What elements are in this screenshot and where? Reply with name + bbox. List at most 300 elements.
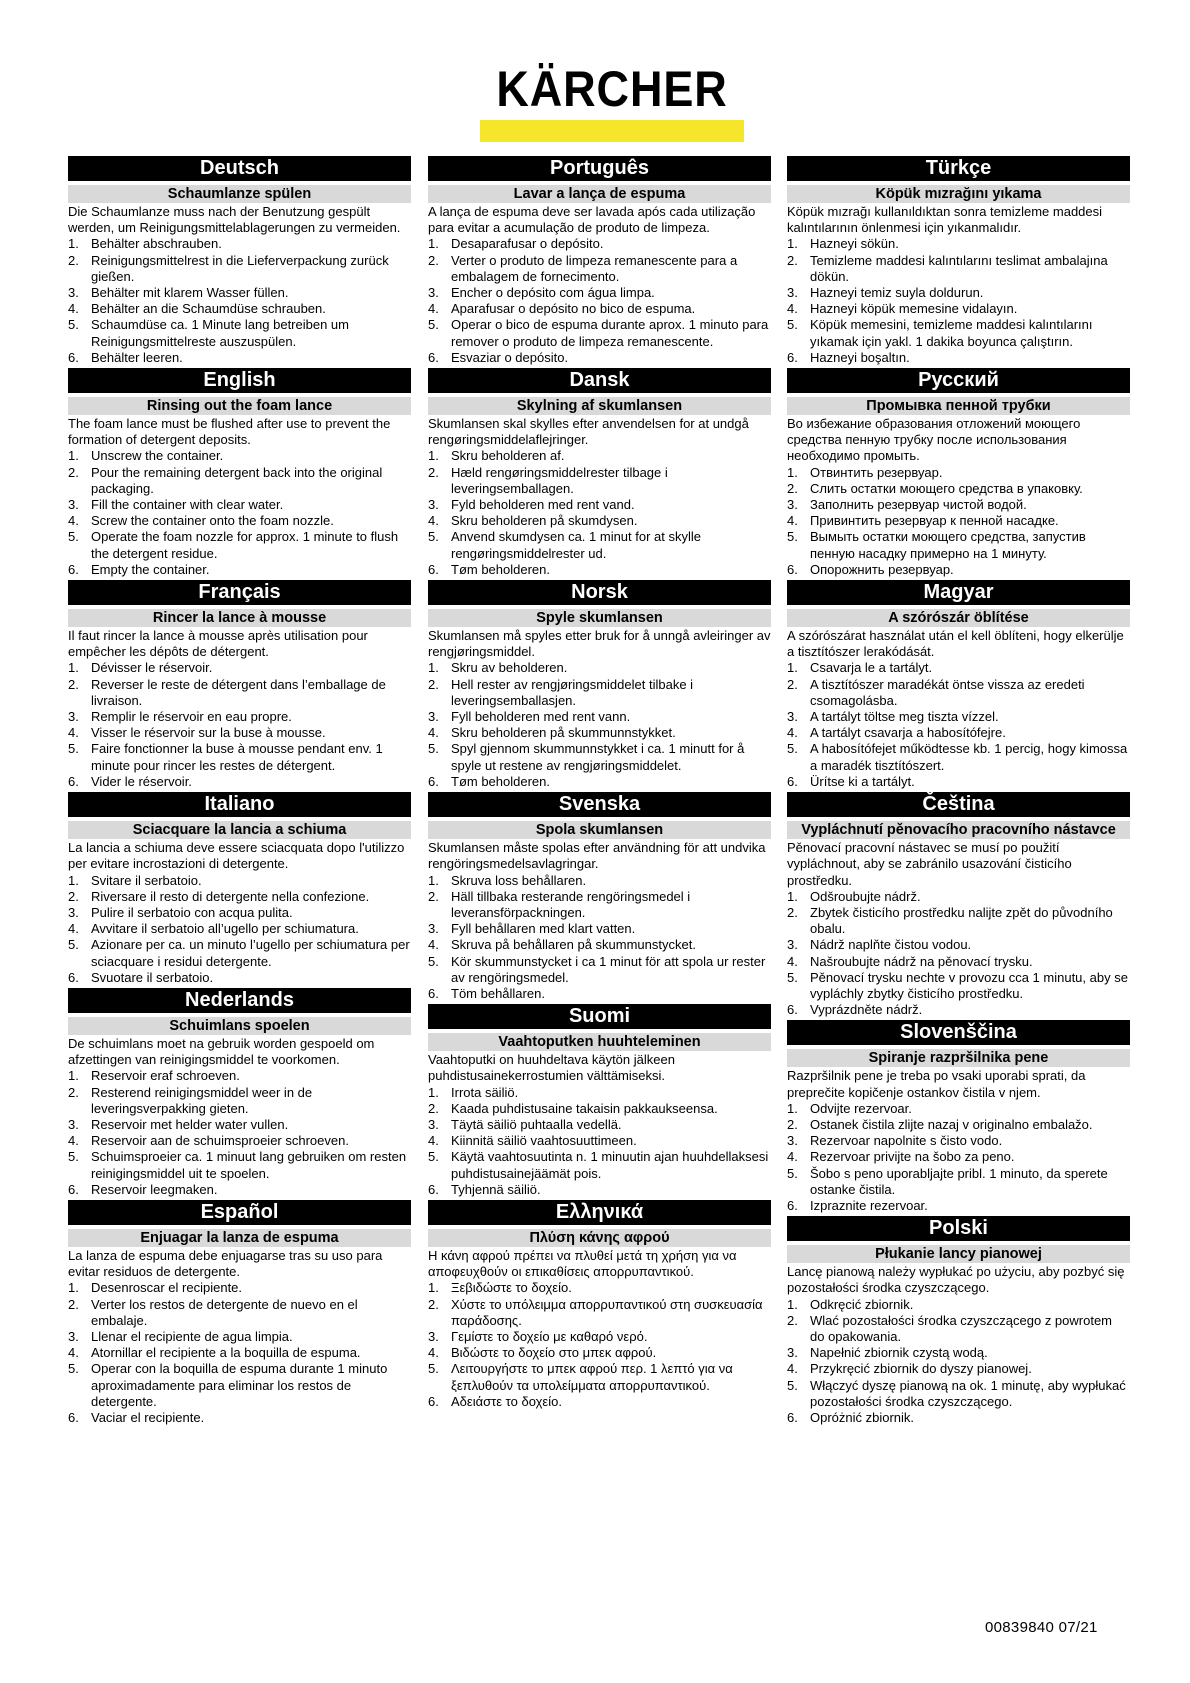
step-number: 2. [787,252,798,268]
section-title: A szórószár öblítése [787,609,1130,627]
step-item [68,513,411,529]
step-text: Esvaziar o depósito. [451,349,569,365]
step-item [787,301,1130,317]
step-text: Слить остатки моющего средства в упаковку. [810,480,1083,496]
step-text: Behälter an die Schaumdüse schrauben. [91,301,326,317]
step-number: 5. [787,969,798,985]
step-item [428,1297,771,1329]
step-number: 5. [68,741,79,757]
step-number: 4. [68,725,79,741]
step-item [68,1117,411,1133]
step-item [428,236,771,252]
step-number: 1. [787,236,798,252]
step-text: A tartályt csavarja a habosítófejre. [810,725,1006,741]
step-item [68,1133,411,1149]
step-text: Csavarja le a tartályt. [810,660,933,676]
step-text: Desenroscar el recipiente. [91,1280,243,1296]
language-section [68,156,411,366]
step-item [787,1297,1130,1313]
step-number: 2. [787,480,798,496]
step-number: 1. [428,872,439,888]
step-text: Odvijte rezervoar. [810,1100,912,1116]
language-heading: Magyar [787,580,1130,605]
step-number: 5. [787,317,798,333]
step-list [428,1280,771,1410]
step-text: Tyhjennä säiliö. [451,1181,541,1197]
step-number: 2. [68,1296,79,1312]
step-item [787,465,1130,481]
step-number: 3. [428,285,439,301]
step-number: 2. [68,252,79,268]
step-text: Kiinnitä säiliö vaahtosuuttimeen. [451,1133,637,1149]
step-number: 4. [787,1361,798,1377]
step-text: Remplir le réservoir en eau propre. [91,709,292,725]
section-title: Schuimlans spoelen [68,1017,411,1035]
language-section [787,368,1130,578]
step-number: 6. [428,985,439,1001]
step-text: Svuotare il serbatoio. [91,969,214,985]
section-title: Spyle skumlansen [428,609,771,627]
step-item [428,1280,771,1296]
step-text: Operar con la boquilla de espuma durante 1 minuto aproximadamente para eliminar los restos de detergente. [91,1361,388,1409]
step-text: Izpraznite rezervoar. [810,1197,928,1213]
step-number: 1. [68,236,79,252]
step-item [68,497,411,513]
step-number: 5. [68,1149,79,1165]
section-title: Rincer la lance à mousse [68,609,411,627]
step-item [68,1068,411,1084]
step-item [428,1085,771,1101]
step-list [68,1068,411,1198]
step-number: 2. [68,464,79,480]
step-item [68,873,411,889]
step-text: Anvend skumdysen ca. 1 minut for at skylle rengøringsmiddelrester ud. [451,529,702,561]
step-number: 6. [68,969,79,985]
step-item [428,301,771,317]
step-number: 6. [787,1197,798,1213]
step-item [787,1166,1130,1198]
step-text: Włączyć dyszę pianową na ok. 1 minutę, aby wypłukać pozostałości środka czyszczącego. [810,1377,1126,1409]
step-text: Llenar el recipiente de agua limpia. [91,1328,293,1344]
step-number: 5. [428,317,439,333]
step-item [787,970,1130,1002]
step-text: Visser le réservoir sur la buse à mousse. [91,725,326,741]
step-text: Опорожнить резервуар. [810,561,954,577]
step-item [428,774,771,790]
step-text: Unscrew the container. [91,448,224,464]
step-text: Töm behållaren. [451,985,545,1001]
step-item [787,1117,1130,1133]
step-number: 6. [787,349,798,365]
step-text: Fyll beholderen med rent vann. [451,709,631,725]
step-text: Tøm beholderen. [451,561,550,577]
step-number: 6. [428,773,439,789]
step-number: 1. [68,1068,79,1084]
step-item [68,709,411,725]
step-text: Aparafusar o depósito no bico de espuma. [451,301,696,317]
step-number: 1. [787,888,798,904]
step-number: 1. [787,1296,798,1312]
step-number: 2. [428,1100,439,1116]
step-text: Reservoir met helder water vullen. [91,1116,289,1132]
step-text: Przykręcić zbiornik do dyszy pianowej. [810,1361,1032,1377]
step-text: Encher o depósito com água limpa. [451,285,655,301]
logo-yellow-bar [480,120,744,142]
step-text: Napełnić zbiornik czystą wodą. [810,1345,988,1361]
step-item [428,709,771,725]
step-number: 3. [787,709,798,725]
step-text: Hazneyi temiz suyla doldurun. [810,285,984,301]
section-intro: La lancia a schiuma deve essere sciacquata dopo l'utilizzo per evitare incrostazioni di detergente. [68,840,405,872]
step-item [428,513,771,529]
step-item [787,481,1130,497]
language-heading: Deutsch [68,156,411,181]
step-item [68,465,411,497]
step-number: 5. [428,1149,439,1165]
step-item [428,1345,771,1361]
step-text: Riversare il resto di detergente nella confezione. [91,888,370,904]
step-item [68,1410,411,1426]
step-text: Svitare il serbatoio. [91,872,202,888]
step-item [68,1345,411,1361]
step-text: Βιδώστε το δοχείο στο μπεκ αφρού. [451,1345,657,1361]
step-text: Empty the container. [91,561,210,577]
step-item [68,1085,411,1117]
step-item [787,236,1130,252]
section-title: Spola skumlansen [428,821,771,839]
step-number: 5. [68,1361,79,1377]
step-item [787,529,1130,561]
step-item [428,1394,771,1410]
section-title: Vaahtoputken huuhteleminen [428,1033,771,1051]
section-intro: Il faut rincer la lance à mousse après utilisation pour empêcher les dépôts de détergent. [68,628,368,660]
step-text: Odkręcić zbiornik. [810,1296,914,1312]
section-title: Lavar a lança de espuma [428,185,771,203]
step-number: 2. [68,676,79,692]
step-number: 1. [68,448,79,464]
step-text: Skruva loss behållaren. [451,872,587,888]
step-text: Привинтить резервуар к пенной насадке. [810,513,1059,529]
step-text: Verter los restos de detergente de nuevo en el embalaje. [91,1296,358,1328]
step-item [428,660,771,676]
document-code: 00839840 07/21 [985,1619,1098,1636]
step-text: Reservoir eraf schroeven. [91,1068,240,1084]
step-text: Köpük memesini, temizleme maddesi kalıntılarını yıkamak için yakl. 1 dakika boyunca çalıştırın. [810,317,1093,349]
step-text: Reservoir aan de schuimsproeier schroeven. [91,1133,349,1149]
step-number: 5. [787,741,798,757]
step-text: Käytä vaahtosuutinta n. 1 minuutin ajan huuhdellaksesi puhdistusainejäämät pois. [451,1149,769,1181]
step-item [428,448,771,464]
step-item [787,350,1130,366]
step-item [787,1313,1130,1345]
step-item [428,1133,771,1149]
section-title: Skylning af skumlansen [428,397,771,415]
step-item [428,1149,771,1181]
section-intro: Skumlansen skal skylles efter anvendelsen for at undgå rengøringsmiddelaflejringer. [428,416,749,448]
step-text: Γεμίστε το δοχείο με καθαρό νερό. [451,1328,648,1344]
step-number: 1. [68,660,79,676]
language-heading: Slovenščina [787,1020,1130,1045]
step-number: 2. [787,1312,798,1328]
step-item [787,317,1130,349]
step-number: 4. [787,513,798,529]
language-section [787,1020,1130,1214]
step-number: 1. [428,236,439,252]
language-section [68,368,411,578]
step-item [428,1101,771,1117]
step-number: 2. [428,1296,439,1312]
step-item [428,986,771,1002]
step-text: Operate the foam nozzle for approx. 1 minute to flush the detergent residue. [91,529,399,561]
language-heading: Ελληνικά [428,1200,771,1225]
step-text: Avvitare il serbatoio all’ugello per schiumatura. [91,921,359,937]
section-intro: The foam lance must be flushed after use to prevent the formation of detergent deposits. [68,416,391,448]
step-item [68,1280,411,1296]
step-number: 3. [428,1116,439,1132]
step-text: Spyl gjennom skummunnstykket i ca. 1 minutt for å spyle ut restene av rengjøringsmiddelet. [451,741,745,773]
section-intro: Razpršilnik pene je treba po vsaki uporabi sprati, da preprečite kopičenje ostankov čistila v njem. [787,1068,1086,1100]
step-number: 6. [428,561,439,577]
language-heading: Italiano [68,792,411,817]
step-text: Αδειάστε το δοχείο. [451,1393,562,1409]
section-title: Πλύση κάνης αφρού [428,1229,771,1247]
step-item [428,889,771,921]
step-number: 3. [787,285,798,301]
step-number: 3. [68,709,79,725]
step-number: 6. [428,349,439,365]
language-section [428,1200,771,1410]
step-item [428,1182,771,1198]
step-number: 6. [428,1181,439,1197]
step-text: Reverser le reste de détergent dans l’emballage de livraison. [91,676,386,708]
step-text: Temizleme maddesi kalıntılarını teslimat ambalajına dökün. [810,252,1108,284]
step-number: 3. [68,497,79,513]
step-text: Našroubujte nádrž na pěnovací trysku. [810,953,1033,969]
step-item [787,937,1130,953]
step-number: 5. [428,1361,439,1377]
step-number: 1. [787,1100,798,1116]
section-title: Schaumlanze spülen [68,185,411,203]
language-heading: Polski [787,1216,1130,1241]
step-text: Skru av beholderen. [451,660,568,676]
section-title: Płukanie lancy pianowej [787,1245,1130,1263]
step-text: Screw the container onto the foam nozzle. [91,513,334,529]
step-number: 4. [428,937,439,953]
step-text: Reservoir leegmaken. [91,1181,218,1197]
step-number: 2. [428,888,439,904]
section-title: Spiranje razpršilnika pene [787,1049,1130,1067]
step-item [787,889,1130,905]
step-number: 4. [68,921,79,937]
step-item [68,253,411,285]
step-number: 4. [68,1345,79,1361]
language-section [428,1004,771,1198]
step-item [428,529,771,561]
step-number: 5. [787,1377,798,1393]
language-section [68,1200,411,1426]
section-title: Köpük mızrağını yıkama [787,185,1130,203]
step-list [68,660,411,790]
step-number: 3. [787,1345,798,1361]
step-text: Pulire il serbatoio con acqua pulita. [91,904,293,920]
step-item [787,1410,1130,1426]
step-number: 5. [68,937,79,953]
step-number: 5. [68,317,79,333]
step-number: 3. [68,285,79,301]
step-number: 6. [787,773,798,789]
step-item [787,285,1130,301]
step-item [787,1361,1130,1377]
section-intro: Pěnovací pracovní nástavec se musí po použití vypláchnout, aby se zabránilo usazování čisticího prostředku. [787,840,1072,888]
step-number: 3. [787,1133,798,1149]
step-number: 5. [428,741,439,757]
language-heading: Türkçe [787,156,1130,181]
column-right [787,156,1130,1428]
step-item [787,1002,1130,1018]
step-text: Vaciar el recipiente. [91,1409,205,1425]
step-text: Faire fonctionner la buse à mousse pendant env. 1 minute pour rincer les restes de détergent. [91,741,383,773]
step-text: A tartályt töltse meg tiszta vízzel. [810,709,999,725]
step-number: 3. [428,497,439,513]
step-list [68,236,411,366]
step-text: Skru beholderen på skumdysen. [451,513,638,529]
step-item [68,529,411,561]
language-section [787,580,1130,790]
language-section [68,988,411,1198]
logo-text: KÄRCHER [496,61,728,117]
step-number: 5. [428,529,439,545]
step-text: Reinigungsmittelrest in die Lieferverpackung zurück gießen. [91,252,389,284]
step-text: Kör skummunstycket i ca 1 minut för att spola ur rester av rengöringsmedel. [451,953,766,985]
step-item [428,350,771,366]
language-heading: Suomi [428,1004,771,1029]
step-item [787,905,1130,937]
step-item [68,285,411,301]
step-text: Вымыть остатки моющего средства, запустив пенную насадку примерно на 1 минуту. [810,529,1086,561]
step-text: Behälter abschrauben. [91,236,222,252]
section-intro: Vaahtoputki on huuhdeltava käytön jälkeen puhdistusainekerrostumien välttämiseksi. [428,1052,675,1084]
step-item [68,1297,411,1329]
step-item [787,954,1130,970]
step-item [68,970,411,986]
step-number: 5. [428,953,439,969]
step-item [787,1378,1130,1410]
step-list [428,236,771,366]
section-title: Sciacquare la lancia a schiuma [68,821,411,839]
step-text: Desaparafusar o depósito. [451,236,604,252]
step-item [787,1101,1130,1117]
step-number: 1. [787,660,798,676]
step-number: 4. [787,301,798,317]
step-number: 1. [428,660,439,676]
step-item [68,937,411,969]
step-number: 6. [787,1002,798,1018]
step-list [787,889,1130,1019]
step-text: Vyprázdněte nádrž. [810,1002,923,1018]
step-number: 6. [68,349,79,365]
step-text: Skru beholderen af. [451,448,565,464]
step-number: 6. [68,1181,79,1197]
step-text: Tøm beholderen. [451,773,550,789]
step-number: 3. [428,709,439,725]
step-item [428,725,771,741]
step-text: Отвинтить резервуар. [810,464,943,480]
language-section [428,156,771,366]
step-item [428,285,771,301]
step-item [68,1361,411,1410]
step-list [68,448,411,578]
language-heading: Français [68,580,411,605]
step-number: 6. [68,561,79,577]
step-text: Behälter leeren. [91,349,183,365]
step-number: 4. [428,725,439,741]
step-item [787,253,1130,285]
step-text: Ostanek čistila zlijte nazaj v originalno embalažo. [810,1116,1093,1132]
step-item [787,660,1130,676]
step-number: 4. [428,1133,439,1149]
step-number: 2. [787,676,798,692]
step-number: 5. [68,529,79,545]
section-title: Промывка пенной трубки [787,397,1130,415]
language-heading: Português [428,156,771,181]
step-item [428,873,771,889]
section-intro: Skumlansen må spyles etter bruk for å unngå avleiringer av rengjøringsmiddel. [428,628,771,660]
step-number: 4. [68,513,79,529]
step-item [68,448,411,464]
step-number: 6. [787,1409,798,1425]
step-text: Irrota säiliö. [451,1084,519,1100]
step-text: Заполнить резервуар чистой водой. [810,497,1027,513]
step-text: Opróżnić zbiornik. [810,1409,915,1425]
step-item [68,741,411,773]
step-item [428,465,771,497]
column-left [68,156,411,1428]
step-item [428,497,771,513]
step-list [787,660,1130,790]
step-text: Rezervoar napolnite s čisto vodo. [810,1133,1003,1149]
step-number: 1. [68,872,79,888]
step-number: 3. [428,1328,439,1344]
section-title: Enjuagar la lanza de espuma [68,1229,411,1247]
step-text: Šobo s peno uporabljajte pribl. 1 minuto, da sperete ostanke čistila. [810,1165,1108,1197]
step-text: Hæld rengøringsmiddelrester tilbage i leveringsemballagen. [451,464,668,496]
step-text: Fyll behållaren med klart vatten. [451,921,636,937]
step-text: Hazneyi köpük memesine vidalayın. [810,301,1018,317]
step-text: Operar o bico de espuma durante aprox. 1 minuto para remover o produto de limpeza remanescente. [451,317,769,349]
section-intro: La lanza de espuma debe enjuagarse tras su uso para evitar residuos de detergente. [68,1247,383,1280]
section-title: Rinsing out the foam lance [68,397,411,415]
step-item [68,905,411,921]
step-number: 2. [68,888,79,904]
step-item [428,317,771,349]
step-number: 1. [428,448,439,464]
step-number: 2. [68,1084,79,1100]
language-section [787,156,1130,366]
step-item [68,725,411,741]
step-text: Resterend reinigingsmiddel weer in de leveringsverpakking gieten. [91,1084,313,1116]
step-number: 4. [428,301,439,317]
language-heading: Čeština [787,792,1130,817]
step-item [787,677,1130,709]
step-number: 2. [787,1116,798,1132]
step-number: 6. [68,1409,79,1425]
section-intro: A lança de espuma deve ser lavada após cada utilização para evitar a acumulação de produto de limpeza. [428,204,756,236]
step-text: A tisztítószer maradékát öntse vissza az eredeti csomagolásba. [810,676,1085,708]
step-item [428,954,771,986]
step-item [787,1149,1130,1165]
step-number: 6. [428,1393,439,1409]
language-section [787,792,1130,1018]
